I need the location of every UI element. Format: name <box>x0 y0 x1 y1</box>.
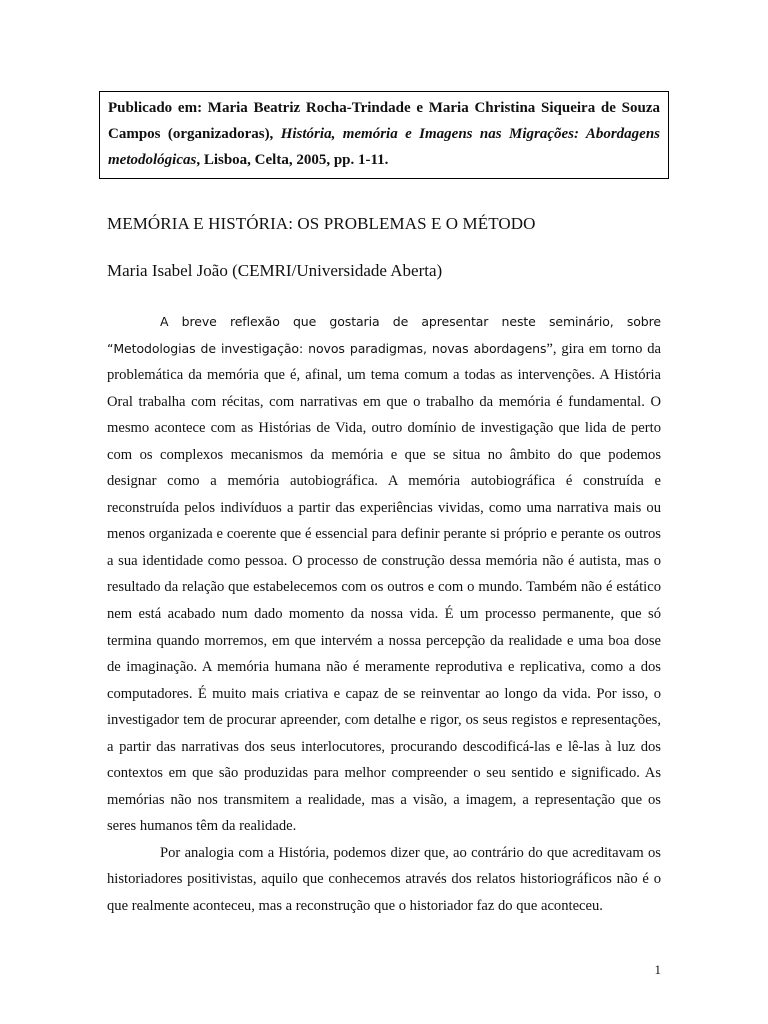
page-number: 1 <box>654 962 661 977</box>
paragraph-1-opening: A breve reflexão que gostaria de apresentar neste seminário, sobre “Metodologias de investigação: novos paradigmas, novas abordagens <box>107 314 661 356</box>
paragraph-2: Por analogia com a História, podemos dizer que, ao contrário do que acreditavam os historiadores positivistas, aquilo que conhecemos através dos relatos historiográficos não é o que realmente aconteceu, mas a reconstrução que o historiador faz do que aconteceu. <box>107 844 661 915</box>
book-title: História, memória e Imagens nas Migrações: Abordagens metodológicas <box>108 126 660 168</box>
publication-citation-box <box>99 91 669 179</box>
paragraph-1-text: ”, gira em torno da problemática da memória que é, afinal, um tema comum a todas as intervenções. A História Oral trabalha com récitas, com narrativas em que o trabalho da memória é fundamental. O mesmo acontece com as Histórias de Vida, outro domínio de investigação que lida de perto com os complexos mecanismos da memória e que se situa no âmbito do que podemos designar como a memória autobiográfica. A memória autobiográfica é construída e reconstruída pelos indivíduos a partir das experiências vividas, como uma narrativa mais ou menos organizada e coerente que é essencial para definir perante si próprio e perante os outros a sua identidade como pessoa. O processo de construção dessa memória não é autista, mas o resultado da relação que estabelecemos com os outros e com o mundo. Também não é estático nem está acabado num dado momento da nossa vida. É um processo permanente, que só termina quando morremos, em que intervém a nossa percepção da realidade e uma boa dose de imaginação. A memória humana não é meramente reprodutiva e replicativa, como a dos computadores. É muito mais criativa e capaz de se reinventar ao longo da vida. Por isso, o investigador tem de procurar apreender, com detalhe e rigor, os seus registos e representações, a partir das narrativas dos seus interlocutores, procurando descodificá-las e lê-las à luz dos contextos em que são produzidas para melhor compreender o seu sentido e significado. As memórias não nos transmitem a realidade, mas a visão, a imagem, a representação que os seres humanos têm da realidade. <box>107 340 661 835</box>
article-body <box>107 309 661 920</box>
citation-text: Publicado em: Maria Beatriz Rocha-Trindade e Maria Christina Siqueira de Souza Campos (organizadoras), <box>108 100 660 142</box>
citation-details: , Lisboa, Celta, 2005, pp. 1-11. <box>196 152 389 168</box>
paragraph-1 <box>107 309 661 840</box>
article-title: MEMÓRIA E HISTÓRIA: OS PROBLEMAS E O MÉTODO <box>107 214 536 233</box>
article-author: Maria Isabel João (CEMRI/Universidade Aberta) <box>107 261 443 280</box>
